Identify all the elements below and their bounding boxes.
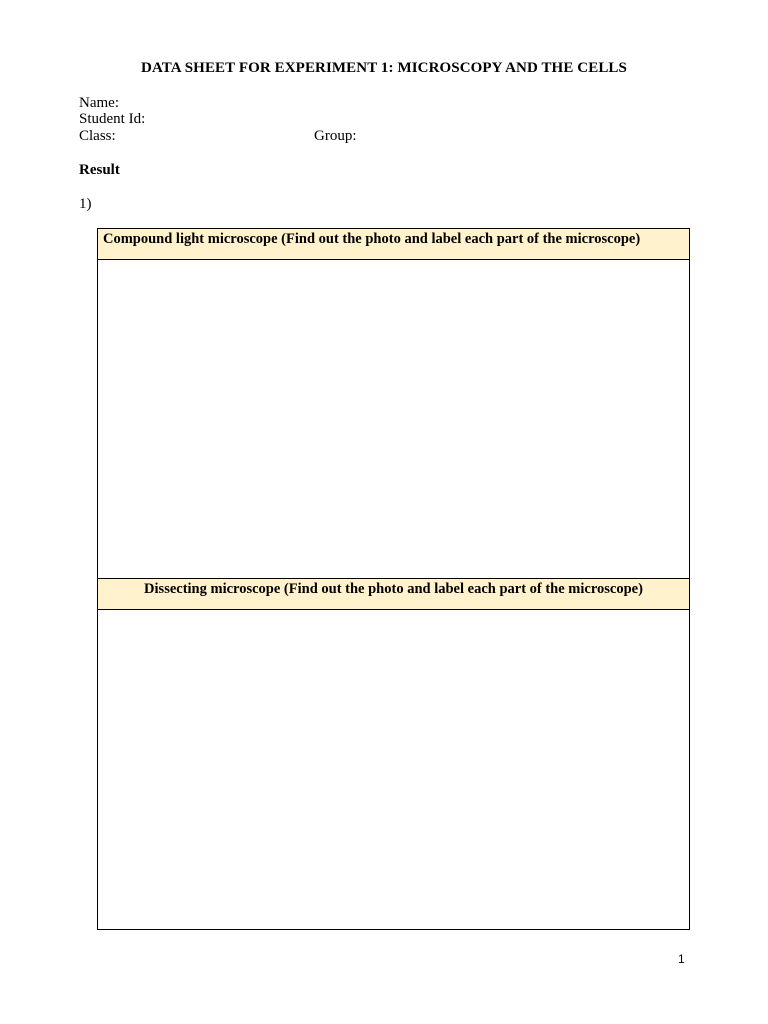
- dissecting-microscope-table: [97, 578, 690, 930]
- document-title: DATA SHEET FOR EXPERIMENT 1: MICROSCOPY AND THE CELLS: [141, 60, 627, 76]
- compound-microscope-header: Compound light microscope (Find out the photo and label each part of the microscope): [98, 229, 689, 260]
- question-number: 1): [79, 196, 92, 212]
- page-number: 1: [678, 952, 685, 966]
- compound-microscope-table: [97, 228, 690, 579]
- name-label: Name:: [79, 95, 119, 111]
- result-heading: Result: [79, 162, 120, 178]
- class-label: Class:: [79, 128, 116, 144]
- group-label: Group:: [314, 128, 357, 144]
- student-id-label: Student Id:: [79, 111, 146, 127]
- dissecting-microscope-header: Dissecting microscope (Find out the photo and label each part of the microscope): [98, 579, 689, 610]
